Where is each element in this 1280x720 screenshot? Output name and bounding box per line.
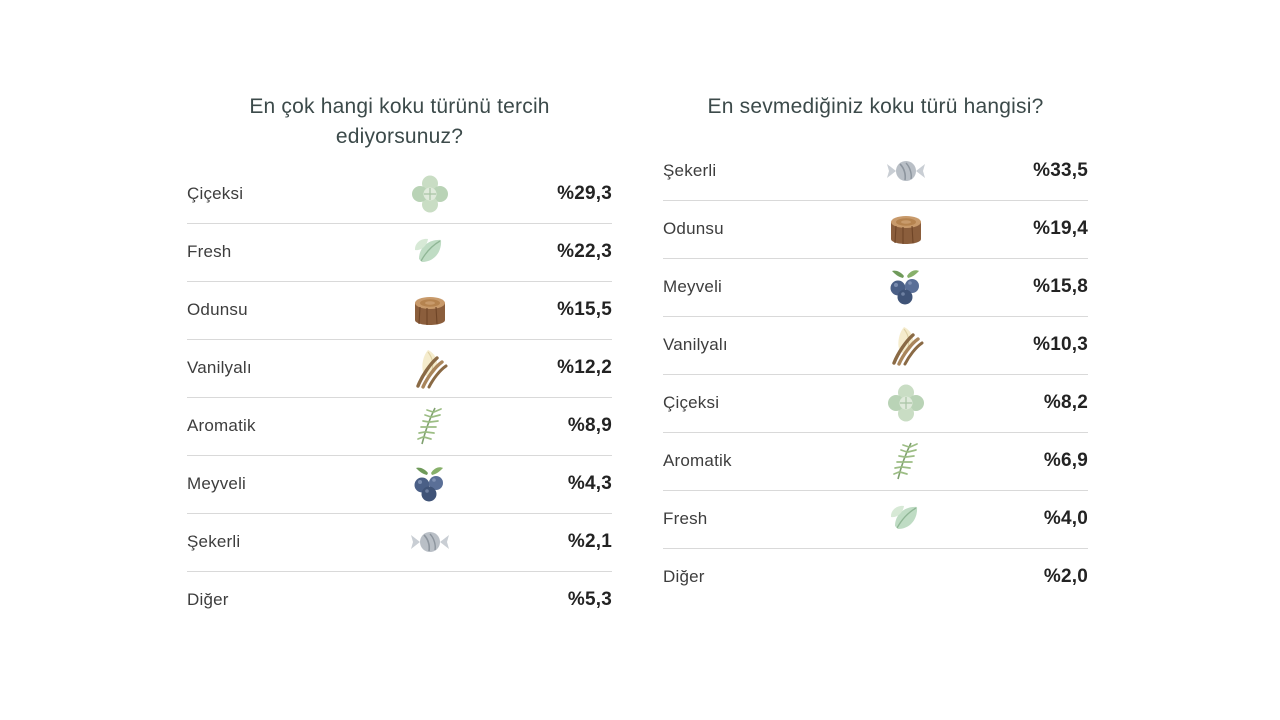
list-item	[663, 375, 1088, 433]
row-value: %4,0	[1043, 508, 1088, 530]
candy-icon	[357, 520, 502, 564]
row-value: %29,3	[557, 183, 612, 205]
row-label: Fresh	[187, 242, 232, 262]
row-value: %33,5	[1033, 160, 1088, 182]
row-value: %12,2	[557, 357, 612, 379]
row-label: Meyveli	[663, 277, 723, 297]
row-value: %2,1	[567, 531, 612, 553]
row-value: %2,0	[1043, 566, 1088, 588]
row-value: %8,9	[567, 415, 612, 437]
list-item	[663, 201, 1088, 259]
row-value: %8,2	[1043, 392, 1088, 414]
vanilla-icon	[357, 346, 502, 390]
row-label: Odunsu	[663, 219, 724, 239]
list-item	[663, 549, 1088, 606]
row-label: Çiçeksi	[187, 184, 244, 204]
list-item	[663, 317, 1088, 375]
row-label: Diğer	[663, 567, 705, 587]
vanilla-icon	[828, 323, 983, 367]
disliked-scent-panel	[663, 92, 1088, 606]
list-item	[187, 282, 612, 340]
row-value: %4,3	[567, 473, 612, 495]
list-item	[663, 259, 1088, 317]
wood-log-icon	[357, 288, 502, 332]
list-item	[187, 572, 612, 629]
leaf-icon	[828, 497, 983, 541]
list-item	[187, 166, 612, 224]
row-label: Odunsu	[187, 300, 248, 320]
no-icon	[357, 578, 502, 622]
row-label: Aromatik	[187, 416, 256, 436]
herb-sprig-icon	[828, 439, 983, 483]
list-item	[187, 340, 612, 398]
row-label: Vanilyalı	[187, 358, 252, 378]
row-value: %10,3	[1033, 334, 1088, 356]
row-value: %5,3	[567, 589, 612, 611]
panel-title-disliked: En sevmediğiniz koku türü hangisi?	[707, 95, 1044, 118]
row-label: Aromatik	[663, 451, 732, 471]
flower-icon	[828, 381, 983, 425]
list-item	[187, 456, 612, 514]
row-label: Fresh	[663, 509, 708, 529]
herb-sprig-icon	[357, 404, 502, 448]
list-item	[663, 143, 1088, 201]
row-value: %6,9	[1043, 450, 1088, 472]
row-label: Çiçeksi	[663, 393, 720, 413]
row-value: %22,3	[557, 241, 612, 263]
flower-icon	[357, 172, 502, 216]
candy-icon	[828, 149, 983, 193]
list-item	[187, 514, 612, 572]
row-value: %15,8	[1033, 276, 1088, 298]
panel-title-preferred: En çok hangi koku türünü tercih ediyorsunuz?	[249, 95, 550, 148]
preferred-scent-list	[187, 166, 612, 629]
berries-icon	[357, 462, 502, 506]
row-value: %19,4	[1033, 218, 1088, 240]
disliked-scent-list	[663, 143, 1088, 606]
row-label: Vanilyalı	[663, 335, 728, 355]
row-label: Meyveli	[187, 474, 247, 494]
list-item	[663, 433, 1088, 491]
wood-log-icon	[828, 207, 983, 251]
berries-icon	[828, 265, 983, 309]
row-label: Şekerli	[663, 161, 717, 181]
leaf-icon	[357, 230, 502, 274]
row-label: Şekerli	[187, 532, 241, 552]
row-label: Diğer	[187, 590, 229, 610]
no-icon	[828, 555, 983, 599]
preferred-scent-panel	[187, 92, 612, 629]
list-item	[663, 491, 1088, 549]
row-value: %15,5	[557, 299, 612, 321]
list-item	[187, 224, 612, 282]
list-item	[187, 398, 612, 456]
